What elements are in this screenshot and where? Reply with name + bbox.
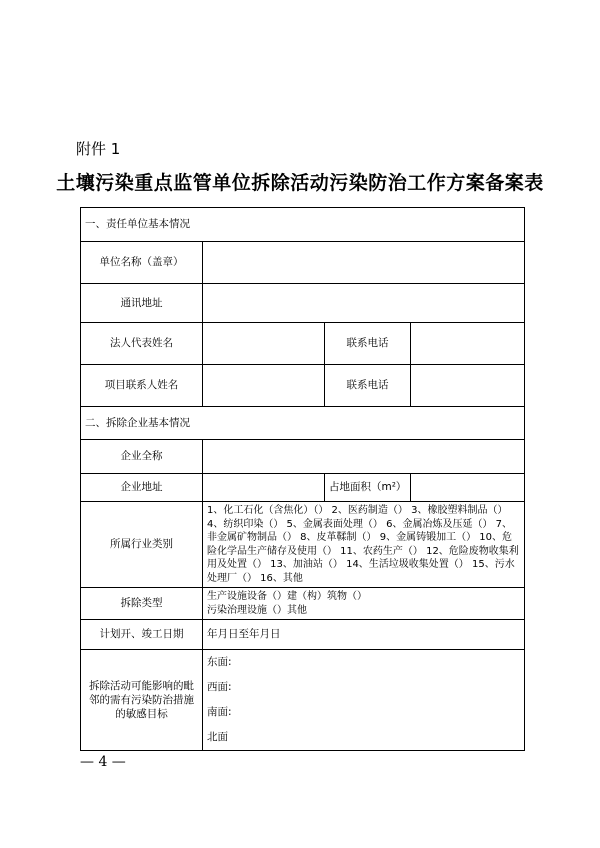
- south-side: 南面:: [207, 706, 232, 718]
- section-heading-responsible-unit: 一、责任单位基本情况: [81, 208, 525, 242]
- address-field[interactable]: [203, 284, 525, 323]
- east-side: 东面:: [207, 656, 232, 668]
- demolition-type-options[interactable]: [203, 588, 525, 620]
- demolition-type-line1: 生产设施设备（）建（构）筑物（）: [207, 591, 367, 602]
- contact-name-field[interactable]: [203, 365, 325, 407]
- phone-label-2: 联系电话: [325, 365, 411, 407]
- phone-field-1[interactable]: [411, 323, 525, 365]
- industry-options[interactable]: 1、化工石化（含焦化）（） 2、医药制造（） 3、橡胶塑料制品（） 4、纺织印染（） 5、金属表面处理（） 6、金属冶炼及压延（） 7、非金属矿物制品（） 8、皮革鞣制（） 9、金属铸锻加工（） 10、危险化学品生产储存及使用（） 11、农药生产（） 12、危险废物收集利用及处置（） 13、加油站（） 14、生活垃圾收集处置（） 15、污水处理厂（） 16、其他: [203, 502, 525, 588]
- demolition-type-label: 拆除类型: [81, 588, 203, 620]
- contact-name-label: 项目联系人姓名: [81, 365, 203, 407]
- address-label: 通讯地址: [81, 284, 203, 323]
- area-field[interactable]: [411, 474, 525, 502]
- legal-rep-label: 法人代表姓名: [81, 323, 203, 365]
- west-side: 西面:: [207, 681, 232, 693]
- annex-label: 附件 1: [76, 140, 121, 158]
- schedule-label: 计划开、竣工日期: [81, 620, 203, 650]
- section-heading-demolition-company: 二、拆除企业基本情况: [81, 407, 525, 440]
- form-title: 土壤污染重点监管单位拆除活动污染防治工作方案备案表: [56, 172, 544, 194]
- sensitive-targets-field[interactable]: [203, 650, 525, 751]
- unit-name-label: 单位名称（盖章）: [81, 242, 203, 284]
- demolition-type-line2: 污染治理设施（）其他: [207, 604, 307, 616]
- page-number: — 4 —: [80, 754, 126, 770]
- filing-form-table: [80, 207, 525, 751]
- sensitive-targets-label: 拆除活动可能影响的毗邻的需有污染防治措施的敏感目标: [81, 650, 203, 751]
- company-address-label: 企业地址: [81, 474, 203, 502]
- area-label: 占地面积（m²）: [325, 474, 411, 502]
- phone-field-2[interactable]: [411, 365, 525, 407]
- company-name-label: 企业全称: [81, 440, 203, 474]
- industry-label: 所属行业类别: [81, 502, 203, 588]
- north-side: 北面: [207, 731, 228, 743]
- schedule-field[interactable]: 年月日至年月日: [203, 620, 525, 650]
- company-address-field[interactable]: [203, 474, 325, 502]
- unit-name-field[interactable]: [203, 242, 525, 284]
- legal-rep-field[interactable]: [203, 323, 325, 365]
- company-name-field[interactable]: [203, 440, 525, 474]
- phone-label-1: 联系电话: [325, 323, 411, 365]
